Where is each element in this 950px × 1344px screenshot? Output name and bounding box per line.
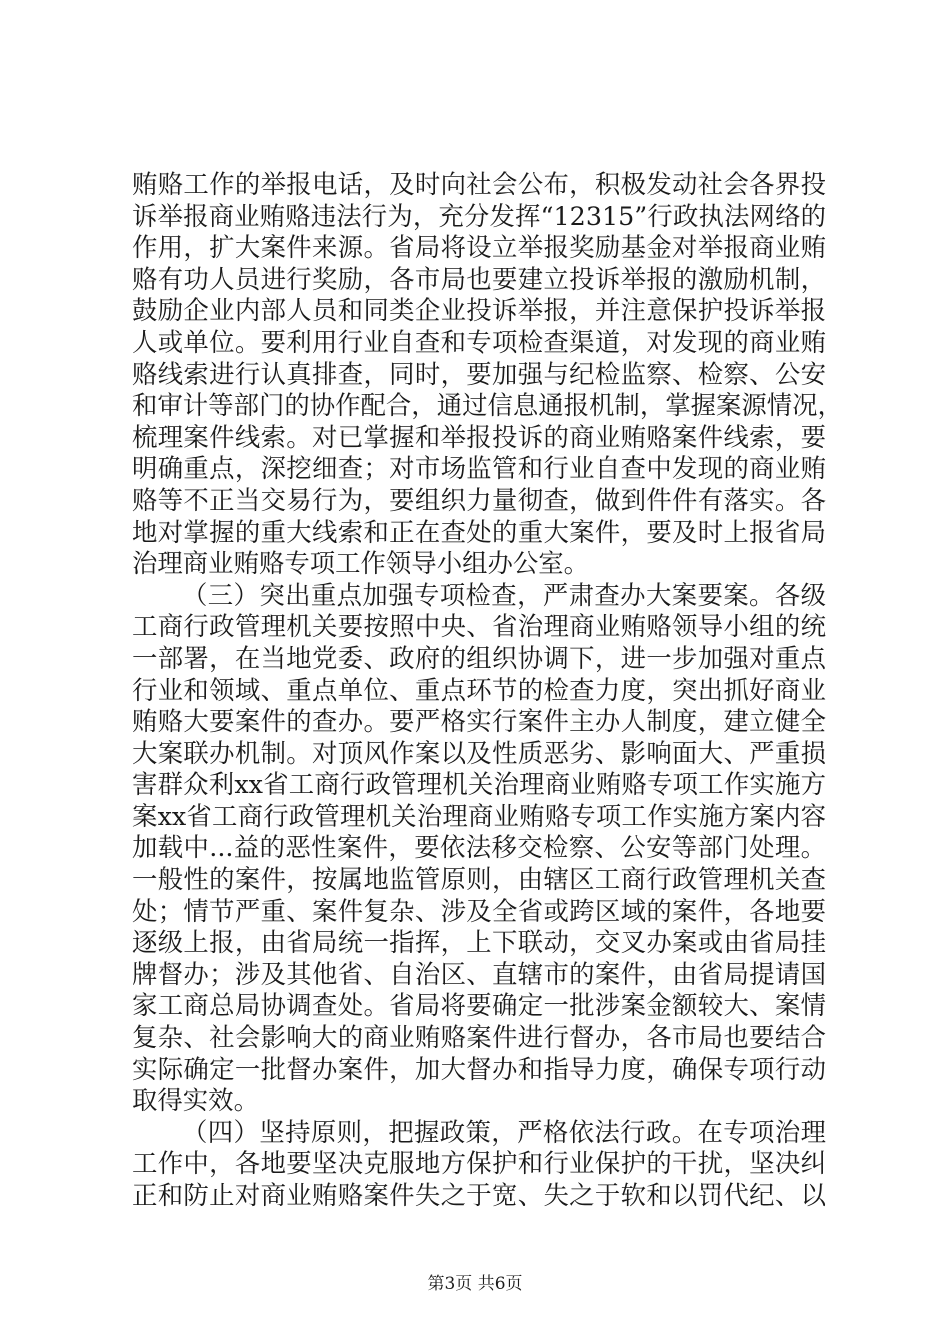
text-line: 梳理案件线索。对已掌握和举报投诉的商业贿赂案件线索，要 [132,421,826,452]
text-line: 复杂、社会影响大的商业贿赂案件进行督办，各市局也要结合 [132,1022,826,1053]
section-heading-line: （四）坚持原则，把握政策，严格依法行政。在专项治理 [182,1116,826,1147]
text-line: 处；情节严重、案件复杂、涉及全省或跨区域的案件，各地要 [132,895,826,926]
text-line: 案xx省工商行政管理机关治理商业贿赂专项工作实施方案内容 [132,800,826,831]
text-line: 害群众利xx省工商行政管理机关治理商业贿赂专项工作实施方 [132,769,826,800]
text-line: 鼓励企业内部人员和同类企业投诉举报，并注意保护投诉举报 [132,295,826,326]
text-line: 赂有功人员进行奖励，各市局也要建立投诉举报的激励机制， [132,263,826,294]
text-line: 实际确定一批督办案件，加大督办和指导力度，确保专项行动 [132,1053,826,1084]
text-line: 取得实效。 [132,1085,259,1116]
text-line: 治理商业贿赂专项工作领导小组办公室。 [132,548,590,579]
text-line: 牌督办；涉及其他省、自治区、直辖市的案件，由省局提请国 [132,958,826,989]
text-line: 作用，扩大案件来源。省局将设立举报奖励基金对举报商业贿 [132,232,826,263]
text-line: 一般性的案件，按属地监管原则，由辖区工商行政管理机关查 [132,864,826,895]
page-number-footer: 第3页 共6页 [427,1274,523,1294]
text-line: 加载中...益的恶性案件，要依法移交检察、公安等部门处理。 [132,832,826,863]
text-line: 贿赂大要案件的查办。要严格实行案件主办人制度，建立健全 [132,706,826,737]
text-line: 工商行政管理机关要按照中央、省治理商业贿赂领导小组的统 [132,611,826,642]
text-line: 行业和领域、重点单位、重点环节的检查力度，突出抓好商业 [132,674,826,705]
body-text [132,169,843,1212]
text-line: 人或单位。要利用行业自查和专项检查渠道，对发现的商业贿 [132,326,826,357]
text-line: 地对掌握的重大线索和正在查处的重大案件，要及时上报省局 [132,516,826,547]
text-line: 家工商总局协调查处。省局将要确定一批涉案金额较大、案情 [132,990,826,1021]
text-line: 和审计等部门的协作配合，通过信息通报机制，掌握案源情况， [132,390,843,421]
text-line: 逐级上报，由省局统一指挥，上下联动，交叉办案或由省局挂 [132,927,826,958]
text-line: 贿赂工作的举报电话，及时向社会公布，积极发动社会各界投 [132,169,826,199]
text-line: 大案联办机制。对顶风作案以及性质恶劣、影响面大、严重损 [132,737,826,768]
text-line: 工作中，各地要坚决克服地方保护和行业保护的干扰，坚决纠 [132,1148,826,1179]
text-line: 赂线索进行认真排查，同时，要加强与纪检监察、检察、公安 [132,358,826,389]
text-line: 诉举报商业贿赂违法行为，充分发挥“12315”行政执法网络的 [132,200,826,231]
text-line: 赂等不正当交易行为，要组织力量彻查，做到件件有落实。各 [132,484,826,515]
section-heading-line: （三）突出重点加强专项检查，严肃查办大案要案。各级 [182,579,826,610]
text-line: 正和防止对商业贿赂案件失之于宽、失之于软和以罚代纪、以 [132,1180,826,1210]
text-line: 明确重点，深挖细查；对市场监管和行业自查中发现的商业贿 [132,453,826,484]
text-line: 一部署，在当地党委、政府的组织协调下，进一步加强对重点 [132,642,826,673]
